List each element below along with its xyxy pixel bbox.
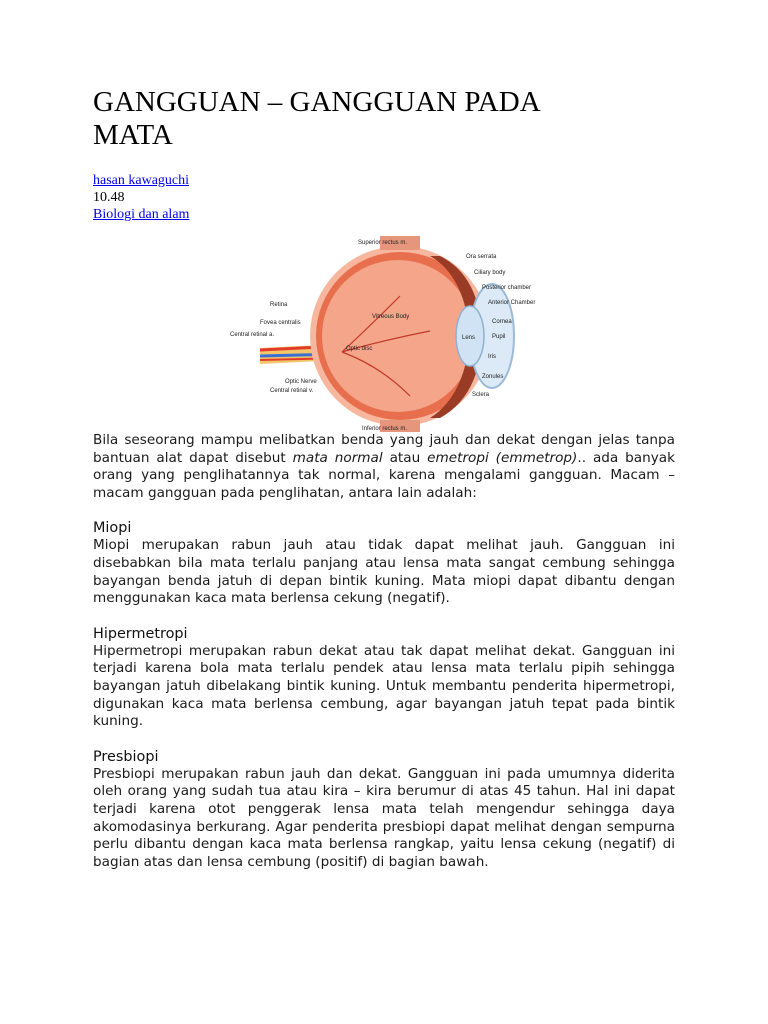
label-fovea: Fovea centralis	[260, 320, 301, 326]
section-heading-hipermetropi: Hipermetropi	[93, 625, 188, 642]
label-central-retinal-a: Central retinal a.	[230, 332, 275, 338]
term-emetropi: emetropi (emmetrop)	[427, 449, 578, 466]
label-optic-nerve: Optic Nerve	[285, 379, 317, 385]
section-heading-presbiopi: Presbiopi	[93, 748, 159, 765]
author-link[interactable]: hasan kawaguchi	[93, 173, 190, 188]
page-title: GANGGUAN – GANGGUAN PADA MATA	[93, 86, 540, 151]
category-link[interactable]: Biologi dan alam	[93, 207, 190, 222]
label-superior-rectus: Superior rectus m.	[358, 240, 408, 246]
label-optic-disc: Optic disc	[346, 346, 373, 352]
label-lens: Lens	[462, 335, 476, 341]
vitreous-body	[322, 260, 474, 412]
label-anterior-chamber: Anterior Chamber	[488, 300, 536, 306]
intro-paragraph: Bila seseorang mampu melibatkan benda yang jauh dan dekat dengan jelas tanpa bantuan alat dapat disebut mata normal atau emetropi (emmetrop).. ada banyak orang yang penglihatannya tak normal, karena mengalami gangguan. Macam – macam gangguan pada penglihatan, antara lain adalah:	[93, 432, 675, 501]
label-retina: Retina	[270, 302, 288, 308]
label-zonules: Zonules	[482, 374, 504, 380]
section-text-miopi: Miopi merupakan rabun jauh atau tidak dapat melihat jauh. Gangguan ini disebabkan bila mata terlalu panjang atau lensa mata sangat cembung sehingga bayangan benda jatuh di depan bintik kuning. Mata miopi dapat dibantu dengan menggunakan kaca mata berlensa cekung (negatif).	[93, 537, 675, 607]
label-ciliary-body: Ciliary body	[474, 270, 506, 276]
eye-anatomy-diagram	[230, 236, 545, 432]
post-meta	[93, 172, 189, 223]
label-ora-serrata: Ora serrata	[466, 254, 497, 260]
label-sclera: Sclera	[472, 392, 490, 398]
section-text-presbiopi: Presbiopi merupakan rabun jauh dan dekat. Gangguan ini pada umumnya diderita oleh orang yang sudah tua atau kira – kira berumur di atas 45 tahun. Hal ini dapat terjadi karena otot penggerak lensa mata telah mengendur sehingga daya akomodasinya berkurang. Agar penderita presbiopi dapat melihat dengan sempurna perlu dibantu dengan kaca mata berlensa rangkap, yaitu lensa cekung (negatif) di bagian atas dan lensa cembung (positif) di bagian bawah.	[93, 765, 675, 870]
label-iris: Iris	[488, 354, 496, 360]
label-vitreous: Vitreous Body	[372, 314, 410, 320]
post-time: 10.48	[93, 190, 125, 205]
section-heading-miopi: Miopi	[93, 520, 132, 537]
label-posterior-chamber: Posterior chamber	[482, 285, 532, 291]
label-inferior-rectus: Inferior rectus m.	[362, 426, 408, 432]
label-cornea: Cornea	[492, 319, 512, 325]
label-pupil: Pupil	[492, 334, 506, 340]
term-mata-normal: mata normal	[292, 449, 383, 466]
article-body	[93, 432, 675, 871]
label-central-retinal-v: Central retinal v.	[270, 388, 314, 394]
section-text-hipermetropi: Hipermetropi merupakan rabun dekat atau tak dapat melihat dekat. Gangguan ini terjadi karena bola mata terlalu pendek atau lensa mata terlalu pipih sehingga bayangan jatuh dibelakang bintik kuning. Untuk membantu penderita hipermetropi, digunakan kaca mata berlensa cembung, agar bayangan jatuh tepat pada bintik kuning.	[93, 642, 675, 730]
